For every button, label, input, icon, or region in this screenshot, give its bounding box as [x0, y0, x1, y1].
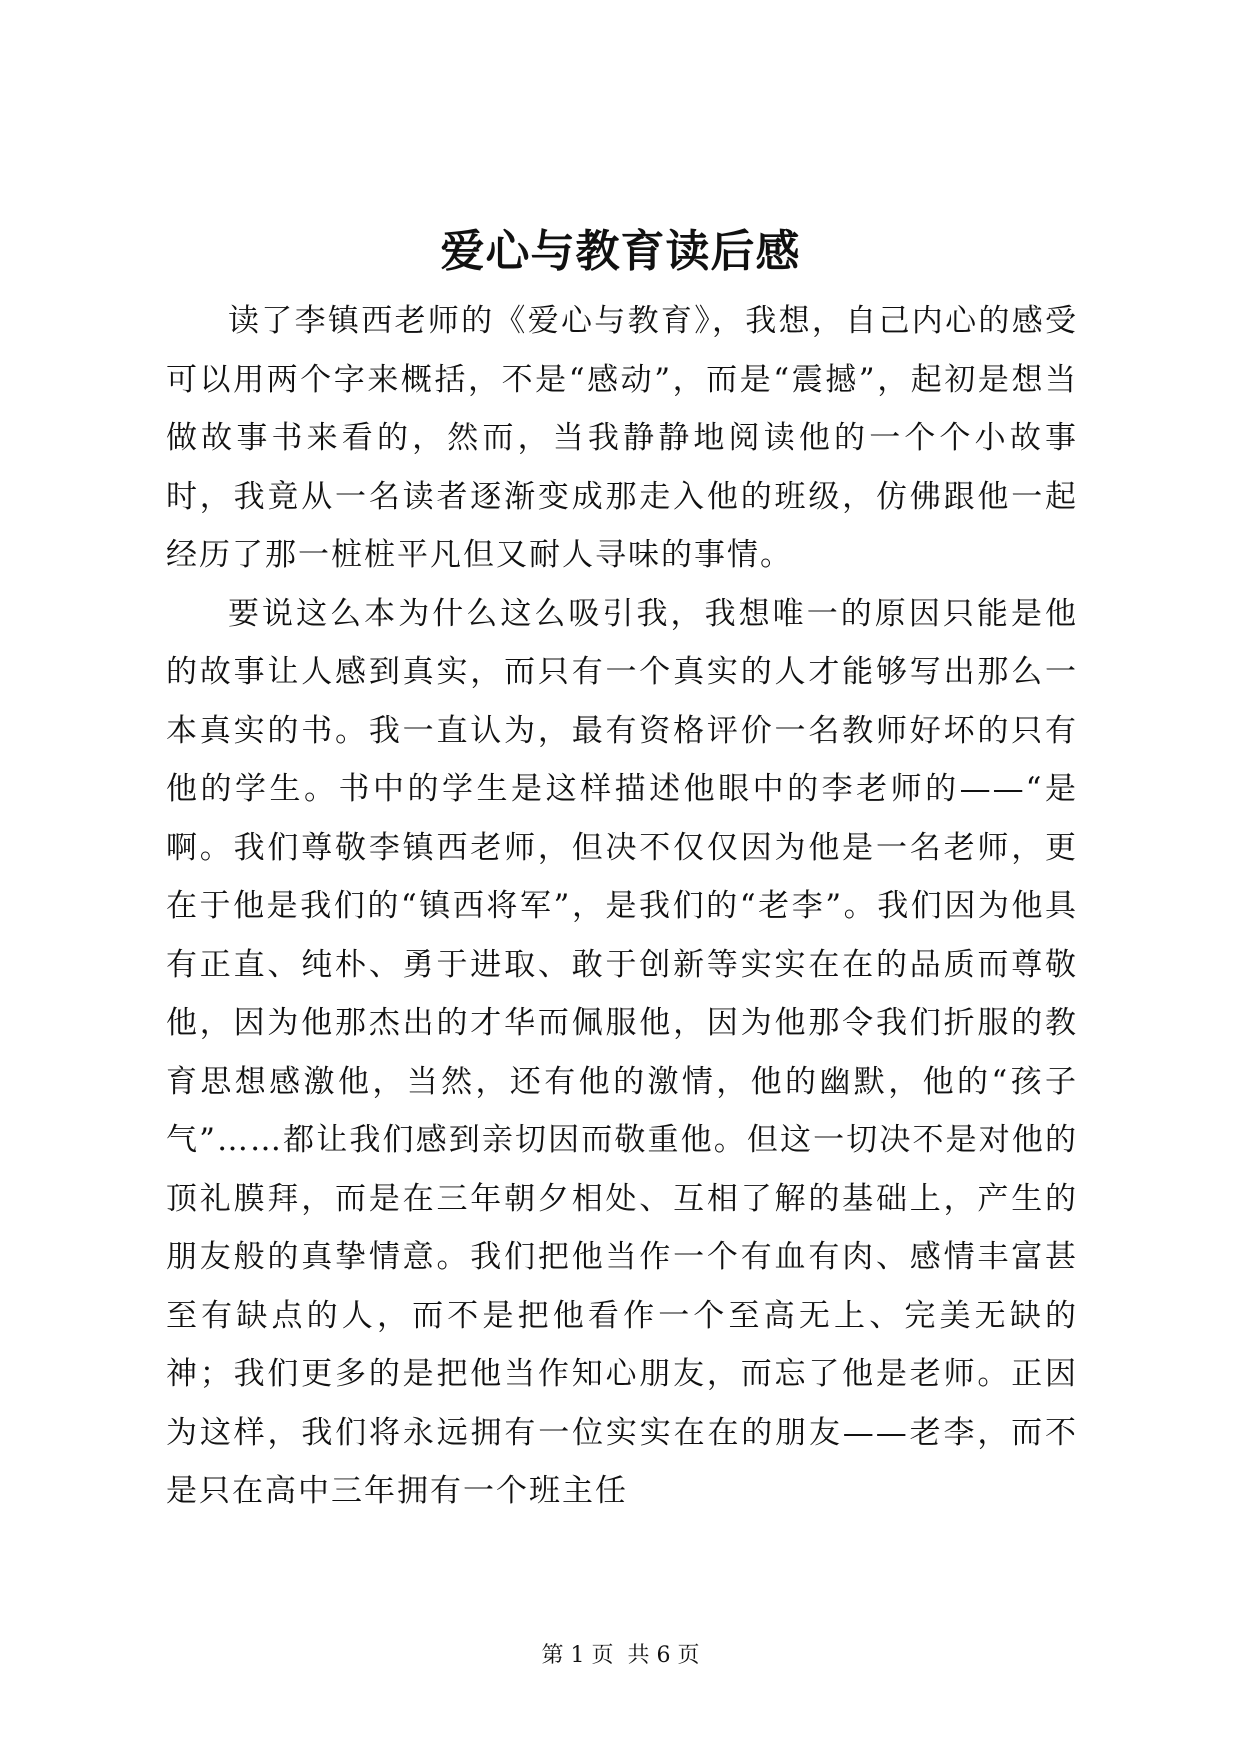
document-title: 爱心与教育读后感 [440, 226, 801, 277]
paragraph-2: 要说这么本为什么这么吸引我，我想唯一的原因只能是他的故事让人感到真实，而只有一个真实的人才能够写出那么一本真实的书。我一直认为，最有资格评价一名教师好坏的只有他的学生。书中的学生是这样描述他眼中的李老师的——“是啊。我们尊敬李镇西老师，但决不仅仅因为他是一名老师，更在于他是我们的“镇西将军”，是我们的“老李”。我们因为他具有正直、纯朴、勇于进取、敢于创新等实实在在的品质而尊敬他，因为他那杰出的才华而佩服他，因为他那令我们折服的教育思想感激他，当然，还有他的激情，他的幽默，他的“孩子气”……都让我们感到亲切因而敬重他。但这一切决不是对他的顶礼膜拜，而是在三年朝夕相处、互相了解的基础上，产生的朋友般的真挚情意。我们把他当作一个有血有肉、感情丰富甚至有缺点的人，而不是把他看作一个至高无上、完美无缺的神；我们更多的是把他当作知心朋友，而忘了他是老师。正因为这样，我们将永远拥有一位实实在在的朋友——老李，而不是只在高中三年拥有一个班主任 [166, 595, 1078, 1509]
paragraph-1: 读了李镇西老师的《爱心与教育》，我想，自己内心的感受可以用两个字来概括，不是“感动”，而是“震撼”，起初是想当做故事书来看的，然而，当我静静地阅读他的一个个小故事时，我竟从一名读者逐渐变成那走入他的班级，仿佛跟他一起经历了那一桩桩平凡但又耐人寻味的事情。 [166, 303, 1078, 573]
page-number-footer: 第 1 页 共 6 页 [541, 1643, 700, 1668]
document-body [166, 292, 1078, 1521]
